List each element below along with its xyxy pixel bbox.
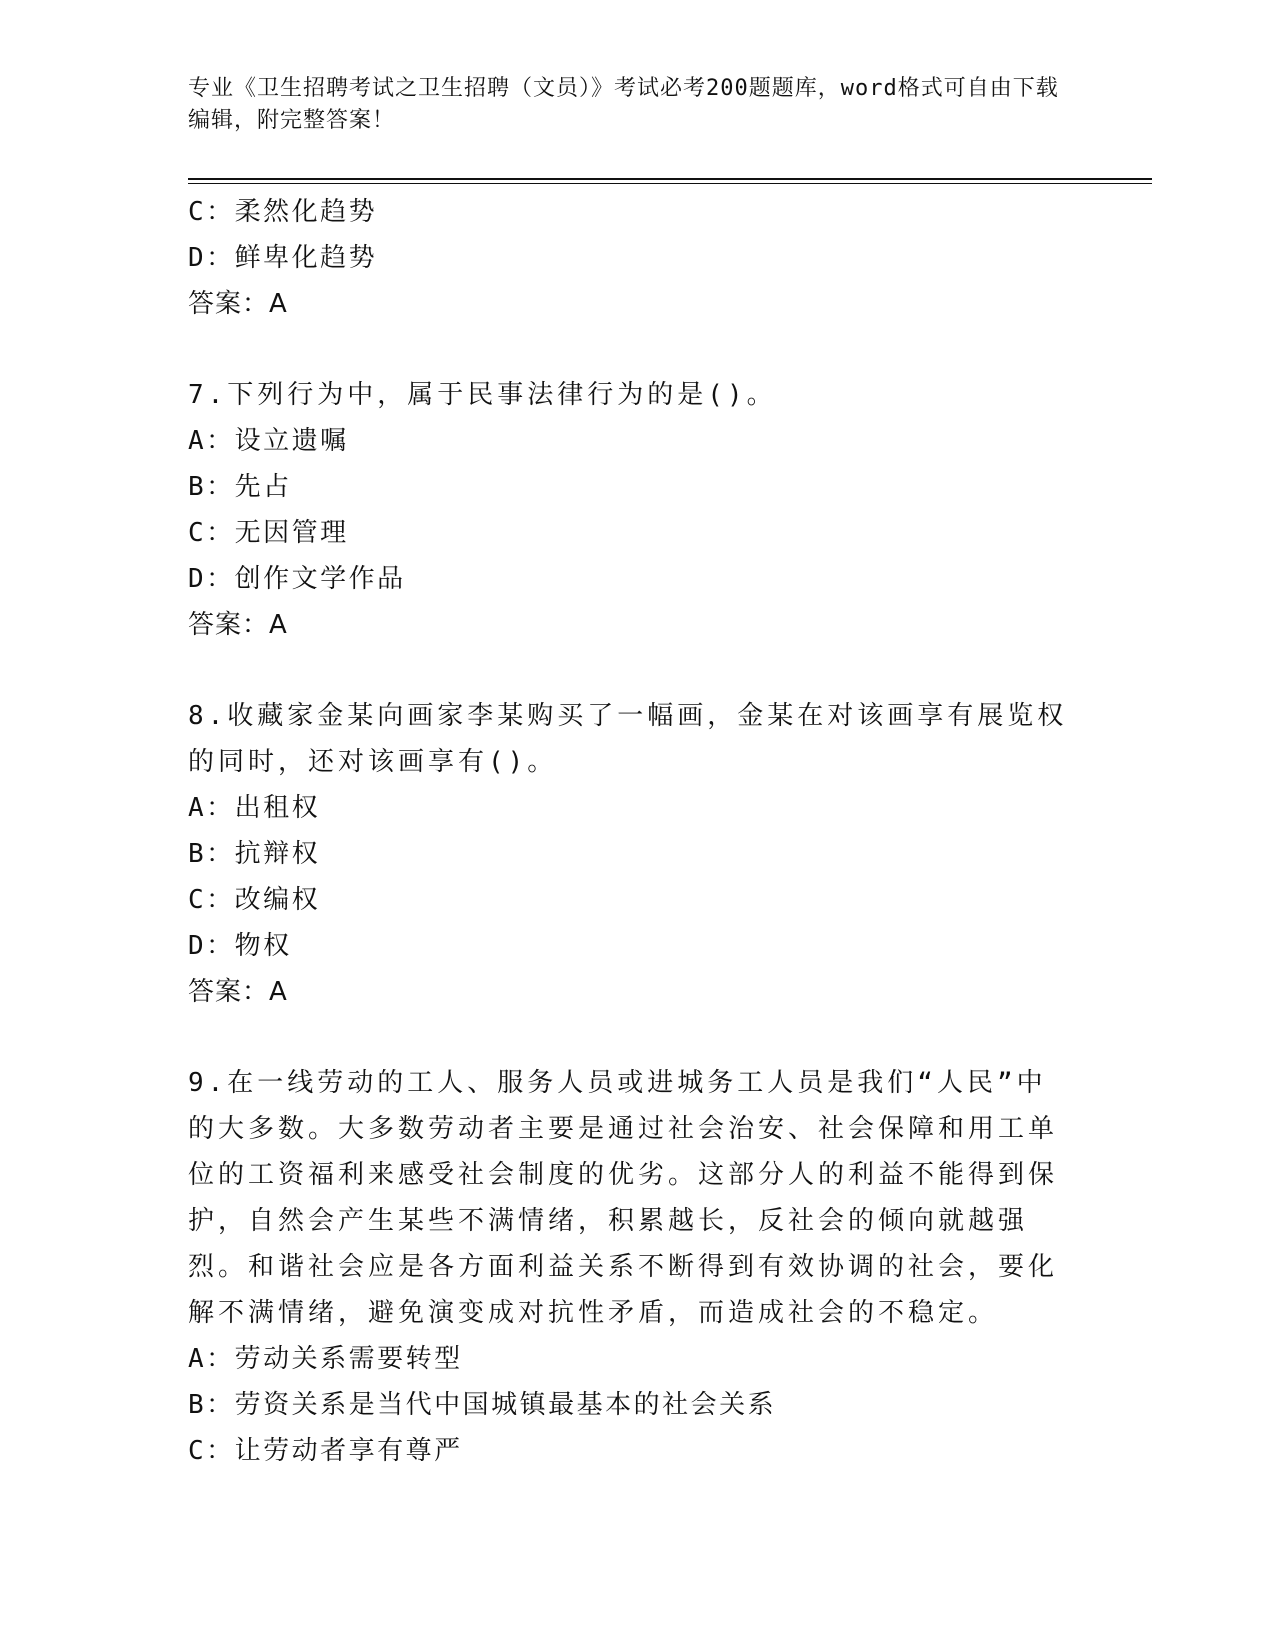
question-9-stem: 9.在一线劳动的工人、服务人员或进城务工人员是我们“人民”中的大多数。大多数劳动者主要是通过社会治安、社会保障和用工单位的工资福利来感受社会制度的优劣。这部分人的利益不能得到保护，自然会产生某些不满情绪，积累越长，反社会的倾向就越强烈。和谐社会应是各方面利益关系不断得到有效协调的社会，要化解不满情绪，避免演变成对抗性矛盾，而造成社会的不稳定。 <box>188 1068 1059 1328</box>
question-7-answer: 答案：A <box>188 610 288 640</box>
spacer <box>188 1015 1068 1060</box>
header-divider-thick <box>188 178 1152 180</box>
question-8-option-d: D：物权 <box>188 931 292 961</box>
document-header: 专业《卫生招聘考试之卫生招聘（文员）》考试必考200题题库，word格式可自由下载编辑，附完整答案！ <box>188 76 1059 133</box>
question-7-stem: 7.下列行为中，属于民事法律行为的是()。 <box>188 380 777 410</box>
answer-line: 答案：A <box>188 289 288 319</box>
spacer <box>188 327 1068 372</box>
question-7-option-b: B：先占 <box>188 472 292 502</box>
question-8-option-c: C：改编权 <box>188 885 321 915</box>
spacer <box>188 648 1068 693</box>
question-9-option-c: C：让劳动者享有尊严 <box>188 1436 463 1466</box>
question-8-stem: 8.收藏家金某向画家李某购买了一幅画，金某在对该画享有展览权的同时，还对该画享有()。 <box>188 701 1068 777</box>
question-7-option-c: C：无因管理 <box>188 518 349 548</box>
header-divider-thin <box>188 183 1152 184</box>
option-d: D：鲜卑化趋势 <box>188 243 378 273</box>
question-8-answer: 答案：A <box>188 977 288 1007</box>
option-c: C：柔然化趋势 <box>188 197 378 227</box>
question-9-option-b: B：劳资关系是当代中国城镇最基本的社会关系 <box>188 1390 777 1420</box>
question-8-option-a: A：出租权 <box>188 793 321 823</box>
question-8-option-b: B：抗辩权 <box>188 839 321 869</box>
question-content <box>188 189 1068 1474</box>
question-7-option-a: A：设立遗嘱 <box>188 426 349 456</box>
question-7-option-d: D：创作文学作品 <box>188 564 406 594</box>
question-9-option-a: A：劳动关系需要转型 <box>188 1344 463 1374</box>
